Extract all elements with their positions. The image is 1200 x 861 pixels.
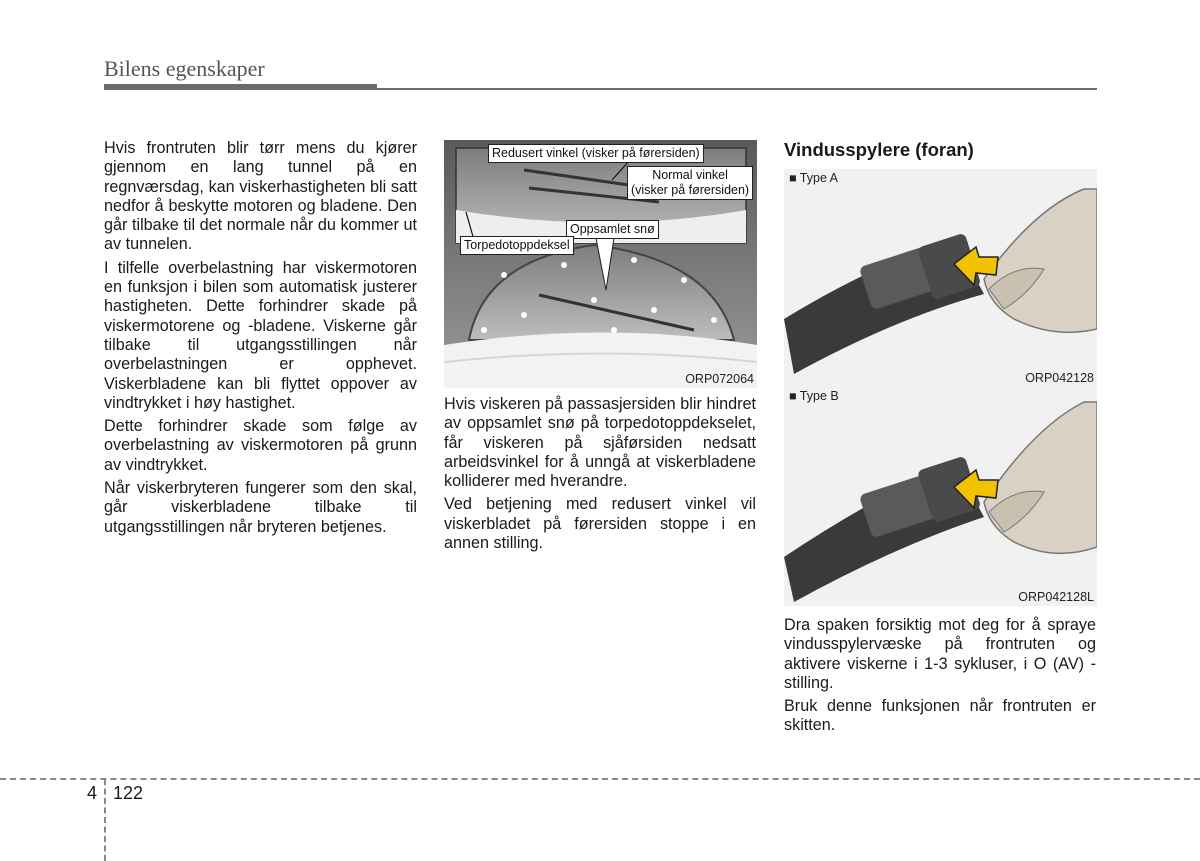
type-b-label: ■ Type B <box>789 389 839 403</box>
wiper-lever-type-b-illustration <box>784 387 1097 606</box>
paragraph: Dra spaken forsiktig mot deg for å spraye vindusspylervæske på frontruten og aktivere viskerne i 1-3 sykluser, i O (AV) -stilling. <box>784 616 1096 692</box>
paragraph: Ved betjening med redusert vinkel vil viskerbladet på førersiden stoppe i en annen stilling. <box>444 495 756 553</box>
chapter-number: 4 <box>87 783 98 803</box>
paragraph: Bruk denne funksjonen når frontruten er skitten. <box>784 697 1096 735</box>
cowl-cover-callout: Torpedotoppdeksel <box>460 236 574 255</box>
middle-text-column <box>444 395 756 557</box>
right-text-column <box>784 616 1096 740</box>
paragraph: Hvis viskeren på passasjersiden blir hindret av oppsamlet snø på torpedotoppdekselet, får viskeren på sjåførsiden nedsatt arbeidsvinkel for å unngå at viskerbladene kolliderer med hverandre. <box>444 395 756 491</box>
normal-angle-line2: (visker på førersiden) <box>631 183 750 197</box>
normal-angle-line1: Normal vinkel <box>652 168 728 182</box>
header-rule-thick <box>104 84 377 90</box>
footer-rule <box>0 778 1200 780</box>
footer-vertical-rule <box>104 779 106 861</box>
header-rule-thin <box>377 88 1097 90</box>
wiper-lever-type-a-illustration <box>784 169 1097 387</box>
paragraph: Dette forhindrer skade som følge av overbelastning av viskermotoren på grunn av vindtrykket. <box>104 417 417 474</box>
wiper-lever-type-b-figure <box>784 387 1097 606</box>
figure-code: ORP042128L <box>1018 590 1094 604</box>
wiper-lever-type-a-figure <box>784 169 1097 387</box>
section-heading: Vindusspylere (foran) <box>784 139 974 160</box>
paragraph: I tilfelle overbelastning har viskermotoren en funksjon i bilen som automatisk justerer hastigheten. Dette forhindrer skade på viskermotorene og -bladene. Viskerne går tilbake til utgangsstillingen når overbelastningen er opphevet. Viskerbladene kan bli flyttet oppover av vindtrykket i høy hastighet. <box>104 258 417 412</box>
paragraph: Når viskerbryteren fungerer som den skal, går viskerbladene tilbake til utgangsstillingen når bryteren betjenes. <box>104 479 417 536</box>
figure-code: ORP072064 <box>685 372 754 386</box>
reduced-angle-callout: Redusert vinkel (visker på førersiden) <box>488 144 704 163</box>
normal-angle-callout <box>627 166 753 200</box>
type-a-label: ■ Type A <box>789 171 839 185</box>
section-header-title: Bilens egenskaper <box>104 56 265 81</box>
left-text-column <box>104 139 417 541</box>
figure-code: ORP042128 <box>1025 371 1094 385</box>
accumulated-snow-callout: Oppsamlet snø <box>566 220 659 239</box>
page-number: 122 <box>113 783 144 803</box>
paragraph: Hvis frontruten blir tørr mens du kjører gjennom en lang tunnel på en regnværsdag, kan viskerhastigheten bli satt nedfor å beskytte motoren og bladene. Den går tilbake til det normale når du kommer ut av tunnelen. <box>104 139 417 254</box>
windshield-wiper-figure <box>444 140 757 388</box>
